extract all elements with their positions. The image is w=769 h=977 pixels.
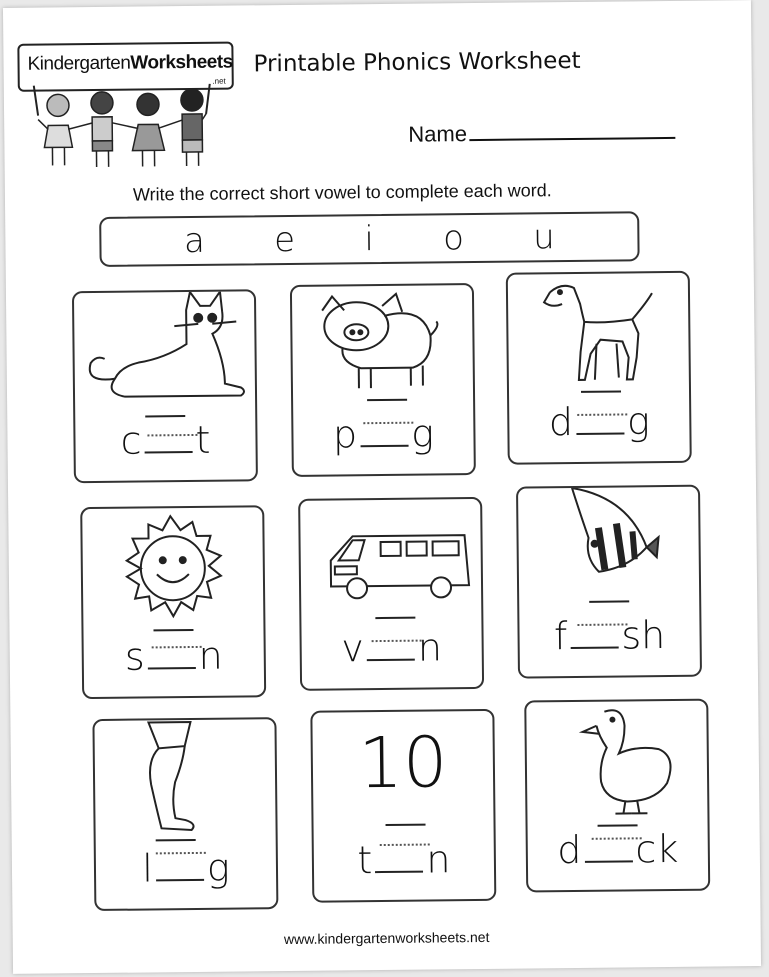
page-title: Printable Phonics Worksheet [253, 47, 581, 78]
word-end: t [195, 417, 211, 462]
vowel-blank[interactable] [367, 657, 415, 662]
vowel-u: u [532, 217, 555, 258]
vowel-blank[interactable] [148, 665, 196, 670]
word-dog [509, 399, 689, 445]
word-start: c [120, 418, 142, 463]
card-sun [80, 505, 266, 699]
word-pig [293, 411, 473, 457]
card-fish [516, 485, 702, 679]
word-fish [519, 613, 699, 659]
worksheet-page [3, 0, 761, 974]
vowel-a: a [183, 220, 206, 262]
logo-text-part2: Worksheets [130, 51, 233, 74]
footer-url[interactable]: www.kindergartenworksheets.net [283, 928, 490, 948]
instruction-text: Write the correct short vowel to complete each word. [132, 180, 552, 205]
word-end: n [198, 633, 223, 678]
word-end: n [417, 625, 443, 670]
vowel-blank[interactable] [145, 449, 193, 454]
vowel-blank[interactable] [576, 430, 624, 435]
word-start: d [557, 827, 582, 873]
word-end: g [626, 399, 651, 444]
word-start: p [332, 412, 358, 457]
vowel-blank[interactable] [570, 645, 618, 650]
word-end: n [426, 837, 451, 882]
logo-net-suffix: .net [212, 76, 226, 86]
card-duck [524, 699, 710, 893]
cat-icon [74, 291, 255, 423]
word-cat [75, 417, 255, 463]
vowel-o: o [442, 218, 465, 259]
word-end: sh [621, 613, 666, 658]
word-start: d [548, 399, 574, 445]
card-ten [310, 709, 496, 903]
leg-icon [94, 719, 275, 851]
pig-icon [292, 285, 473, 417]
dog-icon [508, 273, 689, 405]
van-icon [300, 499, 481, 631]
word-end: ck [635, 826, 679, 872]
name-label: Name [408, 121, 468, 147]
sun-icon [82, 507, 263, 639]
word-van [301, 625, 481, 671]
card-cat [72, 289, 258, 483]
fish-icon [518, 487, 699, 619]
word-start: f [553, 614, 568, 659]
word-sun [84, 633, 264, 679]
name-field[interactable] [408, 119, 675, 148]
word-end: g [206, 845, 230, 890]
answer-line [386, 824, 426, 826]
vowel-blank[interactable] [360, 443, 408, 448]
vowel-blank[interactable] [375, 869, 423, 874]
word-start: l [142, 846, 154, 891]
vowel-e: e [273, 219, 296, 261]
card-leg [92, 717, 278, 911]
vowel-bank [99, 211, 639, 267]
word-start: t [357, 838, 373, 883]
card-dog [506, 271, 692, 465]
duck-icon [526, 701, 707, 833]
vowel-blank[interactable] [585, 858, 633, 863]
word-duck [528, 827, 708, 873]
word-start: v [341, 626, 365, 671]
kids-illustration [30, 84, 221, 172]
number-ten: 10 [357, 721, 448, 805]
word-start: s [124, 634, 145, 679]
card-van [298, 497, 484, 691]
name-write-line[interactable] [469, 137, 675, 141]
word-end: g [410, 411, 435, 456]
vowel-i: i [364, 219, 375, 260]
vowel-blank[interactable] [156, 877, 204, 882]
logo-text-part1: Kindergarten [27, 52, 131, 75]
card-pig [290, 283, 476, 477]
